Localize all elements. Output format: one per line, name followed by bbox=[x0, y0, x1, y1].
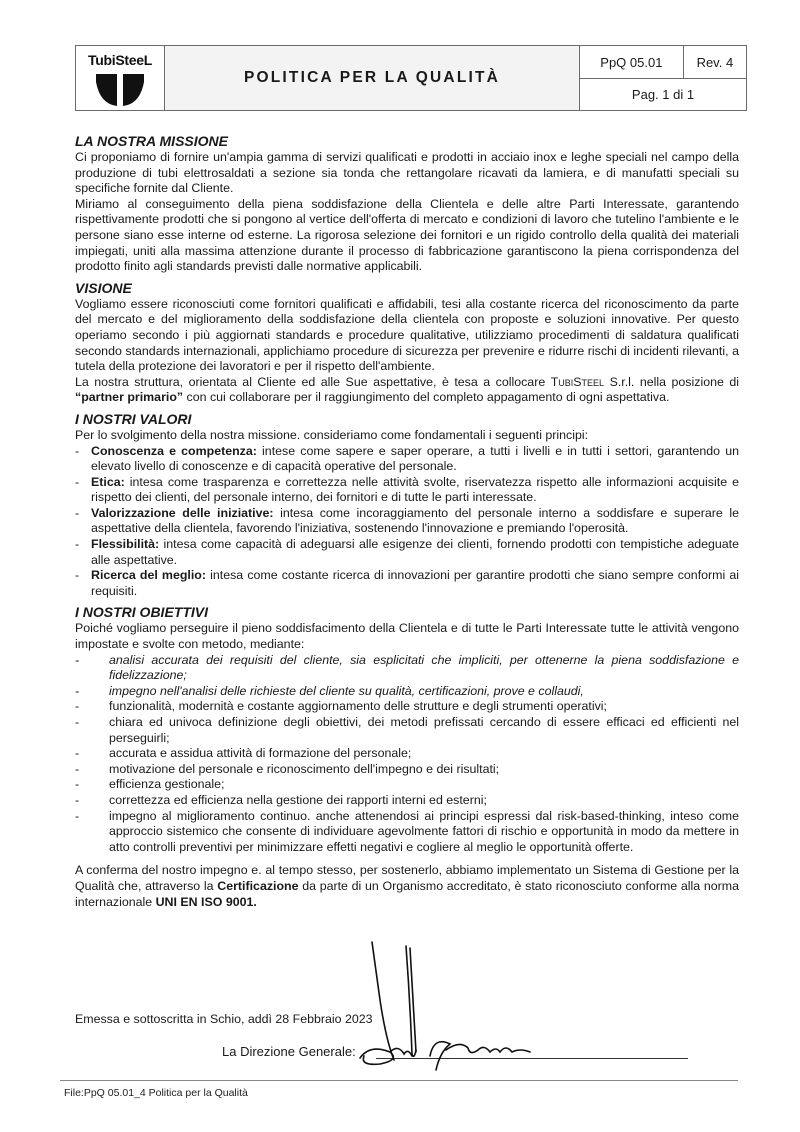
revision-number: Rev. 4 bbox=[696, 54, 734, 70]
list-item bbox=[75, 653, 739, 684]
company-name: TubiSteel bbox=[550, 374, 605, 389]
dash-bullet: - bbox=[75, 746, 80, 761]
document-body bbox=[75, 133, 739, 910]
list-item bbox=[75, 746, 739, 762]
text: La nostra struttura, orientata al Cliente ed alle Sue aspettative, è tesa a collocare bbox=[75, 374, 551, 389]
logo-cell bbox=[76, 46, 165, 110]
objective-text: chiara ed univoca definizione degli obiettivi, dei metodi prefissati cercando di essere efficaci ed efficienti nel perseguirli; bbox=[109, 715, 739, 745]
dash-bullet: - bbox=[75, 715, 80, 729]
emphasis: Certificazione bbox=[217, 878, 299, 893]
text: con cui collaborare per il raggiungimento del completo appagamento di ogni aspettativa. bbox=[183, 390, 670, 405]
section-title-mission: LA NOSTRA MISSIONE bbox=[75, 133, 228, 149]
list-item bbox=[75, 506, 739, 537]
value-term: Flessibilità: bbox=[91, 537, 160, 552]
standard-name: UNI EN ISO 9001. bbox=[155, 894, 257, 909]
dash-bullet: - bbox=[75, 568, 80, 583]
document-header bbox=[75, 45, 747, 111]
dash-bullet: - bbox=[75, 505, 80, 520]
value-term: Valorizzazione delle iniziative: bbox=[91, 505, 274, 520]
objective-text: impegno al miglioramento continuo. anche attenendosi ai principi espressi dal risk-based-thinking, inteso come approccio sistemico che consente di individuare agevolmente fattori di rischio e opportunità in modo da mettere in atto controlli preventivi per minimizzare effetti negativi e cogliere al meglio le opportunità offerte. bbox=[109, 808, 739, 854]
vision-paragraph bbox=[75, 375, 739, 406]
vision-paragraph: Vogliamo essere riconosciuti come fornitori qualificati e affidabili, tesi alla costante ricerca del riconoscimento da parte del mercato e del miglioramento della soddisfazione della clientela con proposte e soluzioni innovative. Per questo operiamo secondo i più aggiornati standards e procedure qualitative, utilizziamo procedimenti di saldatura qualificati secondo standards internazionali, applichiamo procedure di sicurezza per prevenire e ridurre rischi di incidenti rilevanti, a tutela della protezione dei lavoratori e per il rispetto dell'ambiente. bbox=[75, 296, 739, 374]
text: da parte di un Organismo accreditato, è stato riconosciuto conforme alla norma internazionale bbox=[75, 878, 740, 909]
company-logo-icon bbox=[96, 74, 144, 106]
list-item bbox=[75, 475, 739, 506]
objective-text: efficienza gestionale; bbox=[109, 777, 225, 792]
objective-text: motivazione del personale e riconoscimento dell'impegno e dei risultati; bbox=[109, 761, 500, 776]
list-item bbox=[75, 684, 739, 700]
objectives-list bbox=[75, 653, 739, 856]
objectives-intro: Poiché vogliamo perseguire il pieno soddisfacimento della Clientela e di tutte le Parti Interessate tutte le attività vengono impostate e svolte con metodo, mediante: bbox=[75, 621, 739, 652]
document-code: PpQ 05.01 bbox=[580, 46, 684, 78]
objective-text: accurata e assidua attività di formazione del personale; bbox=[109, 746, 412, 761]
page-number: Pag. 1 di 1 bbox=[631, 87, 695, 102]
value-text: intesa come costante ricerca di innovazioni per garantire prodotti che siano sempre conformi ai requisiti. bbox=[91, 568, 739, 598]
list-item bbox=[75, 568, 739, 599]
objective-text: correttezza ed efficienza nella gestione dei rapporti interni ed esterni; bbox=[109, 792, 487, 807]
value-text: intese come sapere e saper operare, a tutti i livelli e in tutti i settori, garantendo un elevato livello di conoscenze e di capacità operative del personale. bbox=[91, 443, 739, 474]
dash-bullet: - bbox=[75, 761, 80, 776]
list-item bbox=[75, 715, 739, 746]
value-text: intesa come incoraggiamento del personale interno a soddisfare e superare le aspettative della clientela, favorendo l'iniziativa, sostenendo l'innovazione e premiando l'operosità. bbox=[91, 505, 739, 536]
meta-cell bbox=[580, 46, 746, 110]
mission-paragraph: Miriamo al conseguimento della piena soddisfazione della Clientela e delle altre Parti Interessate, garantendo rispettivamente prodotti che si pongono al vertice dell'offerta di mercato e condizioni di lavoro che tutelino l'ambiente e le persone siano esse interne od esterne. La rigorosa selezione dei fornitori e un rigido controllo della qualità dei materiali impiegati, uniti alla massima attenzione durante il processo di fabbricazione garantiscono la piena corrispondenza del prodotto finito agli standards previsti dalle normative applicabili. bbox=[75, 196, 739, 274]
dash-bullet: - bbox=[75, 777, 80, 792]
section-title-objectives: I NOSTRI OBIETTIVI bbox=[75, 604, 209, 621]
list-item bbox=[75, 537, 739, 568]
section-title-values: I NOSTRI VALORI bbox=[75, 410, 192, 427]
company-logo-text: TubiSteeL bbox=[88, 52, 152, 68]
emphasis: “partner primario” bbox=[75, 390, 184, 405]
objective-text: funzionalità, modernità e costante aggiornamento delle strutture e degli strumenti operativi; bbox=[109, 699, 607, 714]
issue-place-date: Emessa e sottoscritta in Schio, addì 28 Febbraio 2023 bbox=[75, 1012, 373, 1026]
mission-paragraph: Ci proponiamo di fornire un'ampia gamma di servizi qualificati e prodotti in acciaio inox e leghe speciali nel campo della produzione di tubi elettrosaldati a sezione sia tonda che rettangolare ricavati da lamiera, e di manufatti speciali su specifiche fornite dal Cliente. bbox=[75, 150, 739, 196]
values-list bbox=[75, 444, 739, 600]
value-term: Etica: bbox=[91, 474, 125, 489]
values-intro: Per lo svolgimento della nostra missione. consideriamo come fondamentali i seguenti principi: bbox=[75, 427, 589, 442]
dash-bullet: - bbox=[75, 683, 80, 698]
footer-divider bbox=[60, 1080, 738, 1081]
list-item bbox=[75, 699, 739, 715]
list-item bbox=[75, 444, 739, 475]
value-term: Conoscenza e competenza: bbox=[91, 443, 257, 458]
list-item bbox=[75, 793, 739, 809]
signature-icon bbox=[350, 940, 590, 1076]
objective-text: analisi accurata dei requisiti del cliente, sia esplicitati che impliciti, per ottenerne la piena soddisfazione e fidelizzazione; bbox=[109, 652, 739, 683]
document-title: POLITICA PER LA QUALITÀ bbox=[243, 69, 501, 86]
dash-bullet: - bbox=[75, 808, 80, 823]
dash-bullet: - bbox=[75, 699, 80, 714]
dash-bullet: - bbox=[75, 443, 80, 458]
title-cell bbox=[165, 46, 580, 110]
value-text: intesa come capacità di adeguarsi alle esigenze dei clienti, fornendo prodotti con tempistiche adeguate alle aspettative. bbox=[91, 537, 739, 567]
footer-file-name: File:PpQ 05.01_4 Politica per la Qualità bbox=[64, 1087, 248, 1099]
dash-bullet: - bbox=[75, 652, 80, 667]
value-text: intesa come trasparenza e correttezza nelle attività svolte, riservatezza rispetto alle informazioni acquisite e rispetto dei clienti, del personale interno, dei fornitori e di tutte le parti interessate. bbox=[91, 474, 739, 505]
list-item bbox=[75, 777, 739, 793]
dash-bullet: - bbox=[75, 474, 80, 489]
closing-paragraph bbox=[75, 863, 739, 910]
section-title-vision: VISIONE bbox=[75, 279, 132, 296]
dash-bullet: - bbox=[75, 792, 80, 807]
dash-bullet: - bbox=[75, 537, 80, 552]
signatory-label: La Direzione Generale: bbox=[222, 1044, 356, 1059]
text: S.r.l. nella posizione di bbox=[604, 374, 740, 389]
list-item bbox=[75, 762, 739, 778]
value-term: Ricerca del meglio: bbox=[91, 568, 206, 583]
list-item bbox=[75, 809, 739, 856]
text: A conferma del nostro impegno e. al tempo stesso, per sostenerlo, abbiamo implementato un Sistema di Gestione per la Qualità che, attraverso la bbox=[75, 863, 739, 893]
objective-text: impegno nell'analisi delle richieste del cliente su qualità, certificazioni, prove e collaudi, bbox=[109, 683, 584, 698]
